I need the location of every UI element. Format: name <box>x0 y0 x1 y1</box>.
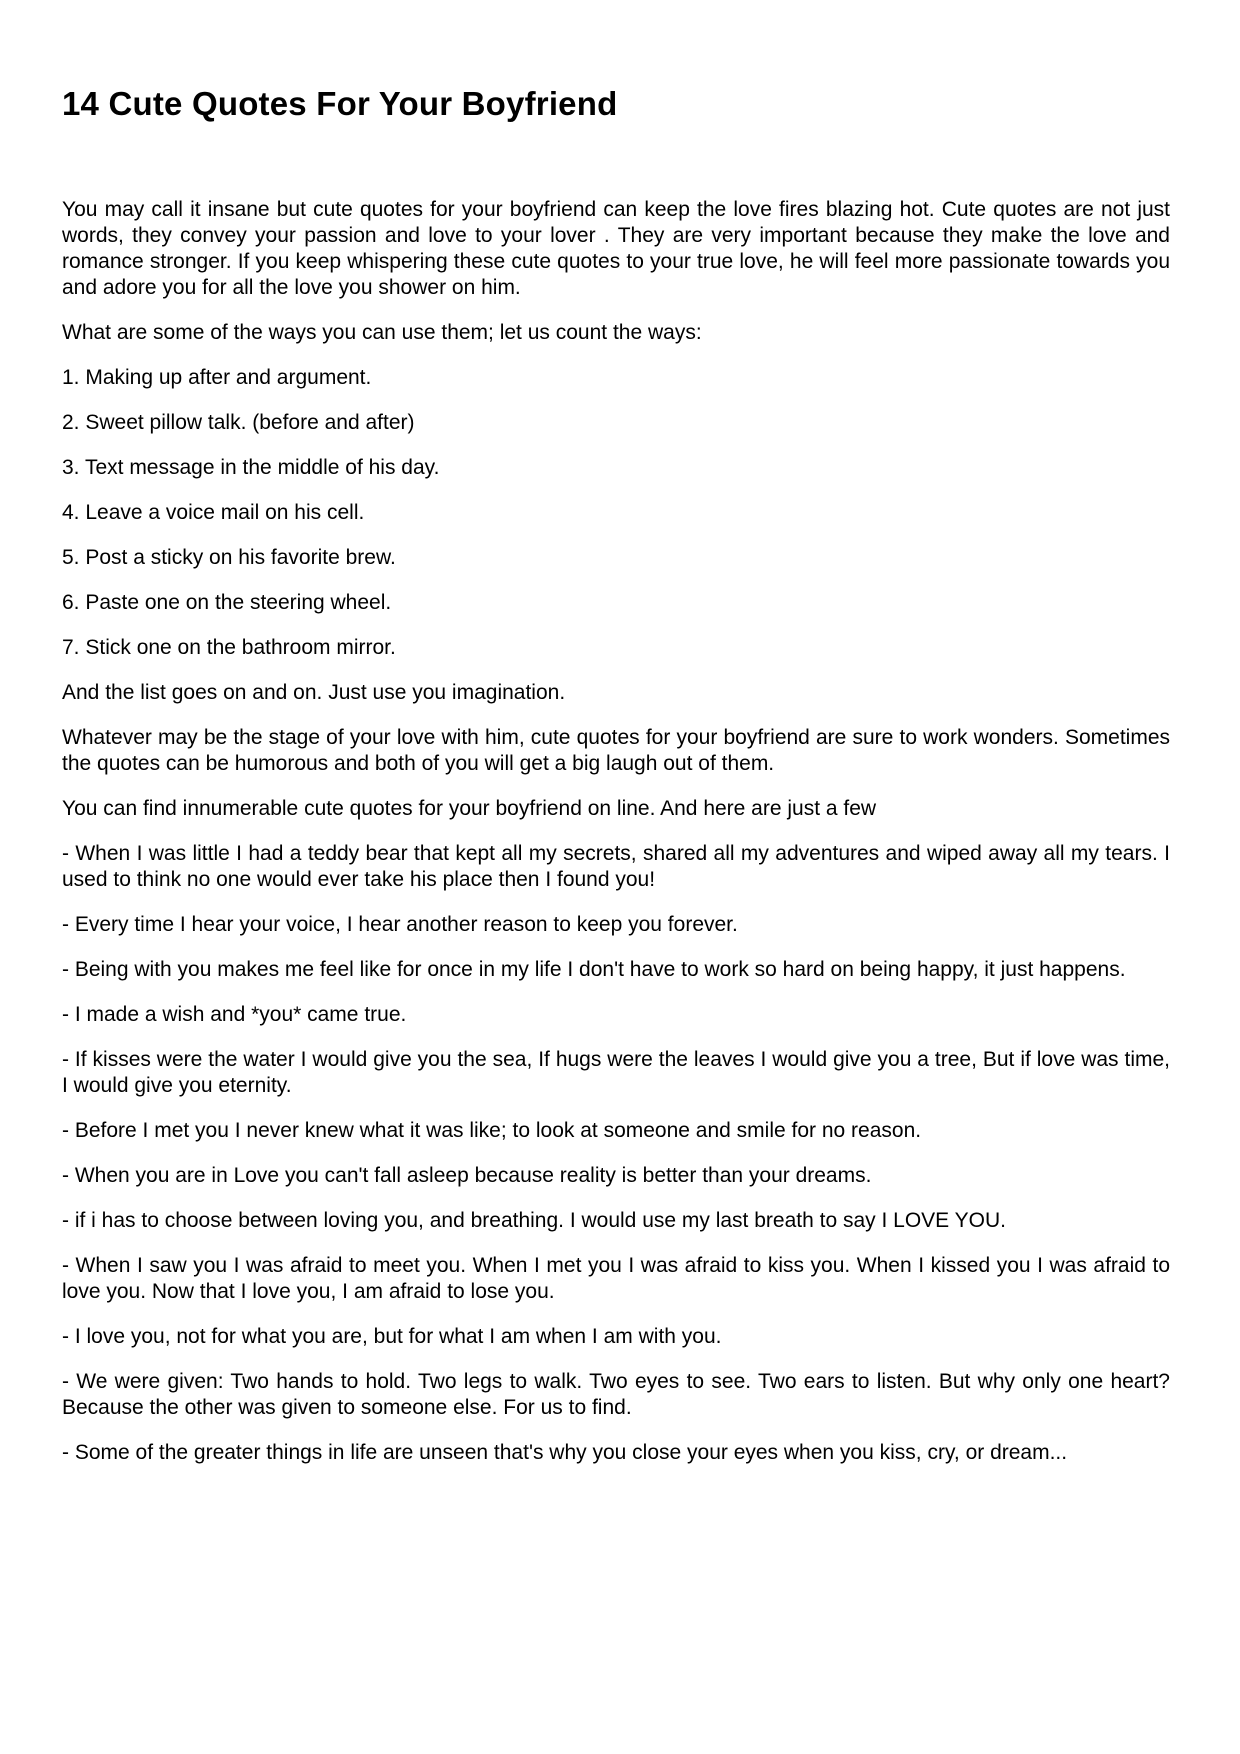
quote-item-11: - We were given: Two hands to hold. Two legs to walk. Two eyes to see. Two ears to listen. But why only one heart? Because the other was given to someone else. For us to find. <box>62 1370 1170 1419</box>
ways-outro: And the list goes on and on. Just use you imagination. <box>62 681 566 704</box>
quote-item-3: - Being with you makes me feel like for once in my life I don't have to work so hard on being happy, it just happens. <box>62 958 1126 981</box>
way-item-7: 7. Stick one on the bathroom mirror. <box>62 636 396 659</box>
quote-item-2: - Every time I hear your voice, I hear another reason to keep you forever. <box>62 913 738 936</box>
stage-paragraph: Whatever may be the stage of your love with him, cute quotes for your boyfriend are sure to work wonders. Sometimes the quotes can be humorous and both of you will get a big laugh out of them. <box>62 726 1170 775</box>
way-item-2: 2. Sweet pillow talk. (before and after) <box>62 411 415 434</box>
way-item-1: 1. Making up after and argument. <box>62 366 372 389</box>
quote-item-12: - Some of the greater things in life are unseen that's why you close your eyes when you kiss, cry, or dream... <box>62 1441 1068 1464</box>
quote-item-8: - if i has to choose between loving you, and breathing. I would use my last breath to say I LOVE YOU. <box>62 1209 1006 1232</box>
quote-item-7: - When you are in Love you can't fall asleep because reality is better than your dreams. <box>62 1164 872 1187</box>
way-item-5: 5. Post a sticky on his favorite brew. <box>62 546 396 569</box>
quote-item-1: - When I was little I had a teddy bear that kept all my secrets, shared all my adventures and wiped away all my tears. I used to think no one would ever take his place then I found you! <box>62 842 1170 891</box>
quote-item-10: - I love you, not for what you are, but for what I am when I am with you. <box>62 1325 722 1348</box>
ways-intro: What are some of the ways you can use them; let us count the ways: <box>62 321 702 344</box>
quotes-intro: You can find innumerable cute quotes for your boyfriend on line. And here are just a few <box>62 797 877 820</box>
quote-item-6: - Before I met you I never knew what it was like; to look at someone and smile for no reason. <box>62 1119 922 1142</box>
way-item-4: 4. Leave a voice mail on his cell. <box>62 501 365 524</box>
way-item-6: 6. Paste one on the steering wheel. <box>62 591 392 614</box>
way-item-3: 3. Text message in the middle of his day. <box>62 456 440 479</box>
page-title: 14 Cute Quotes For Your Boyfriend <box>62 85 618 122</box>
quote-item-4: - I made a wish and *you* came true. <box>62 1003 407 1026</box>
quote-item-5: - If kisses were the water I would give you the sea, If hugs were the leaves I would give you a tree, But if love was time, I would give you eternity. <box>62 1048 1170 1097</box>
quote-item-9: - When I saw you I was afraid to meet you. When I met you I was afraid to kiss you. When I kissed you I was afraid to love you. Now that I love you, I am afraid to lose you. <box>62 1254 1170 1303</box>
intro-paragraph: You may call it insane but cute quotes for your boyfriend can keep the love fires blazing hot. Cute quotes are not just words, they convey your passion and love to your lover . They are very important because they make the love and romance stronger. If you keep whispering these cute quotes to your true love, he will feel more passionate towards you and adore you for all the love you shower on him. <box>62 198 1170 299</box>
